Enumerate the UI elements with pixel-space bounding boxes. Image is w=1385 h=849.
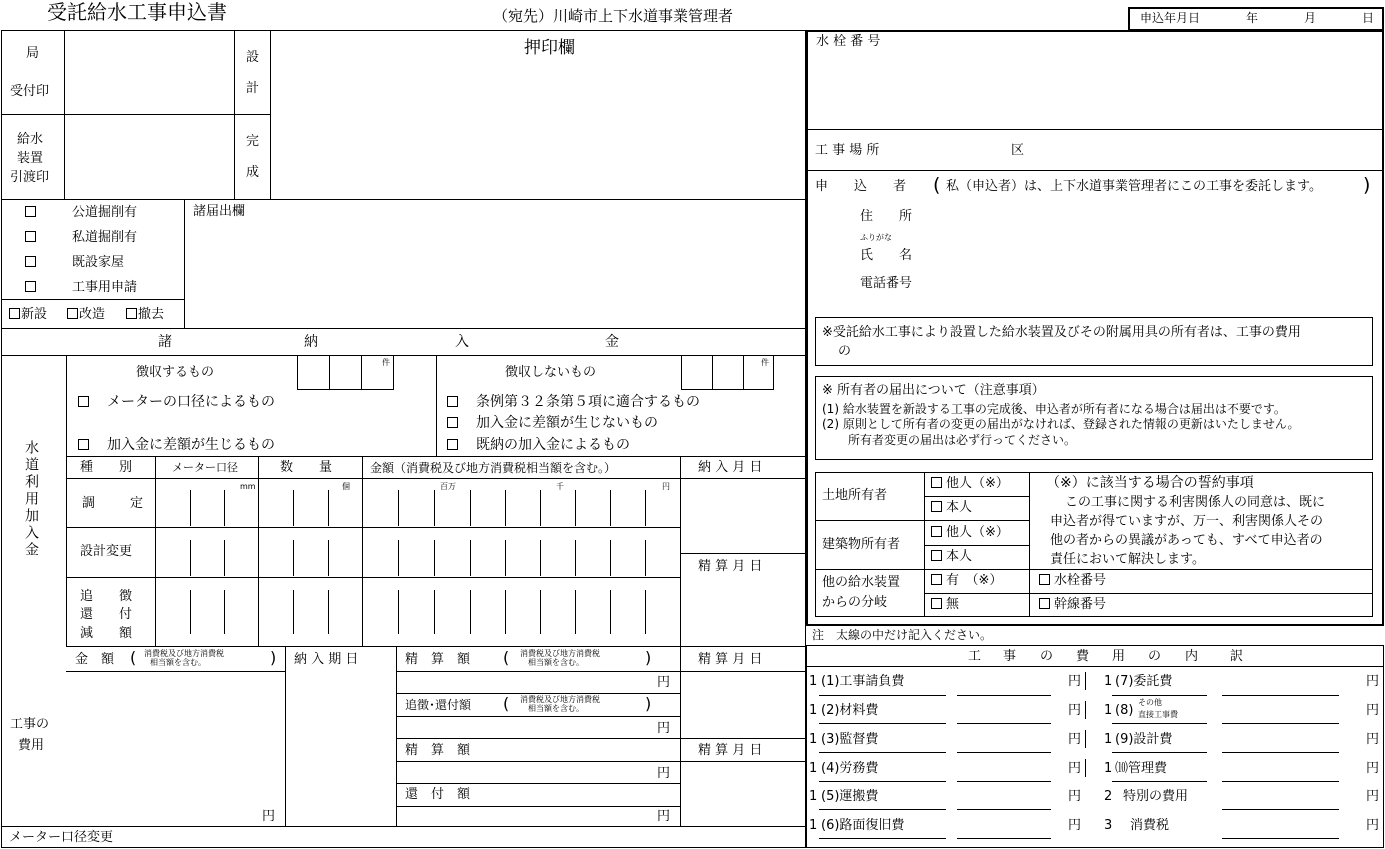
hikiwatashi-label: 引渡印 bbox=[10, 170, 50, 185]
bunki-nashi-label: 無 bbox=[946, 597, 960, 612]
kansei-label-2: 成 bbox=[246, 165, 260, 180]
owner-note-2: の bbox=[838, 344, 852, 359]
bd-l4-en: 円 bbox=[1068, 761, 1082, 776]
bd-r1-no: 1 bbox=[1104, 674, 1113, 689]
kaizo-label: 改造 bbox=[79, 307, 106, 322]
pledge-3: 他の者からの異議があっても、すべて申込者の bbox=[1050, 533, 1323, 548]
row-gengaku: 減 額 bbox=[80, 626, 133, 641]
bd-l5-en: 円 bbox=[1068, 789, 1082, 804]
option-jorei-label: 条例第３２条第５項に適合するもの bbox=[476, 394, 700, 410]
jusho-label: 住 所 bbox=[860, 209, 913, 224]
notice-3: 所有者変更の届出は必ず行ってください。 bbox=[848, 433, 1077, 447]
bd-l6-en: 円 bbox=[1068, 818, 1082, 833]
month-label: 月 bbox=[1304, 11, 1317, 25]
bunki-label-1: 他の給水装置 bbox=[822, 575, 901, 590]
bd-l1-no: 1 bbox=[809, 674, 818, 689]
shido-label: 私道掘削有 bbox=[72, 230, 138, 245]
building-tanin-label: 他人（※） bbox=[946, 525, 1009, 540]
seisan-en-1: 円 bbox=[657, 675, 671, 690]
pledge-2: 申込者が得ていますが、万一、利害関係人その bbox=[1050, 514, 1324, 529]
koji-label-2: 費用 bbox=[18, 738, 45, 753]
chu-note: 注 太線の中だけ記入ください。 bbox=[812, 628, 993, 642]
koji-label-1: 工事の bbox=[10, 717, 50, 732]
koji-kingaku-label: 金 額 bbox=[75, 652, 115, 667]
option-meter-label: メーターの口径によるもの bbox=[107, 394, 275, 410]
bd-r4-no: 1 bbox=[1104, 761, 1113, 776]
bd-r1-label: (7)委託費 bbox=[1115, 674, 1173, 689]
building-honnin-label: 本人 bbox=[946, 549, 973, 564]
col-shubetsu: 種 別 bbox=[80, 460, 133, 475]
kanpu-label: 還 付 額 bbox=[405, 787, 471, 802]
application-date-label: 申込年月日 bbox=[1140, 11, 1201, 25]
check-shinsetsu[interactable] bbox=[9, 308, 47, 321]
land-tanin-check[interactable] bbox=[931, 477, 1009, 490]
bunki-nashi-check[interactable] bbox=[931, 598, 959, 611]
kyusui-label: 給水 bbox=[17, 132, 44, 147]
meter-change-label: メーター口径変更 bbox=[9, 830, 114, 845]
breakdown-title-5: 用 bbox=[1112, 649, 1126, 664]
nonyu-kijitsu-label: 納 入 期 日 bbox=[294, 652, 359, 667]
breakdown-title-2: 事 bbox=[1003, 649, 1017, 664]
uketsuke-label: 受付印 bbox=[10, 84, 50, 99]
option-nosagaku-check[interactable] bbox=[447, 416, 658, 430]
land-honnin-check[interactable] bbox=[931, 501, 972, 514]
bd-l6-label: (6)路面復旧費 bbox=[821, 818, 905, 833]
tsuicho-tax-note-2: 相当額を含む。 bbox=[528, 704, 584, 713]
breakdown-title-3: の bbox=[1040, 649, 1054, 664]
bd-l3-no: 1 bbox=[809, 732, 818, 747]
option-sagaku-label: 加入金に差額が生じるもの bbox=[107, 437, 275, 453]
choshu-count-box[interactable] bbox=[297, 355, 394, 390]
option-nosagaku-label: 加入金に差額が生じないもの bbox=[476, 415, 658, 431]
check-tekkyo[interactable] bbox=[126, 308, 164, 321]
kyoku-stamp-area[interactable] bbox=[80, 45, 230, 110]
choshu-label: 徴収するもの bbox=[136, 365, 215, 380]
kyoku-label: 局 bbox=[26, 46, 40, 61]
seisan-label-2: 精 算 額 bbox=[405, 743, 471, 758]
bd-l3-en: 円 bbox=[1068, 732, 1082, 747]
seisan-date-label-2: 精 算 月 日 bbox=[698, 652, 763, 667]
bd-r5-label: 特別の費用 bbox=[1123, 789, 1189, 804]
bd-l1-en: 円 bbox=[1068, 674, 1082, 689]
seal-area-label: 押印欄 bbox=[524, 38, 575, 58]
kisetsu-label: 既設家屋 bbox=[72, 255, 125, 270]
shinsetsu-label: 新設 bbox=[21, 307, 48, 322]
hichoshu-ken-unit: 件 bbox=[761, 358, 769, 367]
hichoshu-label: 徴収しないもの bbox=[505, 365, 597, 380]
row-chotei-2: 定 bbox=[130, 496, 144, 511]
option-meter-check[interactable] bbox=[78, 395, 275, 409]
moshikomi-label: 申 込 者 bbox=[815, 179, 907, 194]
building-owner-label: 建築物所有者 bbox=[822, 537, 901, 552]
check-shido[interactable] bbox=[25, 231, 40, 244]
bd-l5-no: 1 bbox=[809, 789, 818, 804]
year-label: 年 bbox=[1246, 11, 1259, 25]
seisan-date-label: 精 算 月 日 bbox=[698, 559, 763, 574]
breakdown-title-1: 工 bbox=[968, 649, 982, 664]
bd-r2-sub-2: 直接工事費 bbox=[1138, 710, 1178, 719]
bd-l2-en: 円 bbox=[1068, 703, 1082, 718]
suisen-no-label: 水栓番号 bbox=[1054, 573, 1107, 588]
bunki-ari-label: 有 （※） bbox=[946, 573, 1003, 588]
denwa-label: 電話番号 bbox=[860, 276, 913, 291]
itaku-statement: 私（申込者）は、上下水道事業管理者にこの工事を委託します。 bbox=[946, 179, 1322, 194]
breakdown-title-6: の bbox=[1148, 649, 1162, 664]
option-kino-label: 既納の加入金によるもの bbox=[476, 437, 630, 453]
bd-r3-no: 1 bbox=[1104, 732, 1113, 747]
shotodoke-label: 諸届出欄 bbox=[193, 204, 246, 219]
addressee: （宛先）川崎市上下水道事業管理者 bbox=[493, 7, 734, 25]
bd-r1-en: 円 bbox=[1366, 674, 1380, 689]
bd-l3-label: (3)監督費 bbox=[821, 732, 879, 747]
suisen-no-check[interactable] bbox=[1039, 574, 1106, 587]
land-owner-label: 土地所有者 bbox=[822, 488, 888, 503]
col-nonyu: 納 入 月 日 bbox=[698, 460, 763, 475]
col-meter: メーター口径 bbox=[172, 461, 238, 474]
sochi-label: 装置 bbox=[17, 151, 44, 166]
check-kodo[interactable] bbox=[25, 206, 40, 219]
seisan-date-label-3: 精 算 月 日 bbox=[698, 743, 763, 758]
kansen-no-label: 幹線番号 bbox=[1054, 597, 1107, 612]
kansen-no-check[interactable] bbox=[1039, 598, 1106, 611]
pledge-title: （※）に該当する場合の誓約事項 bbox=[1046, 475, 1254, 491]
bunki-label-2: からの分岐 bbox=[822, 595, 888, 610]
shono-title-1: 諸 bbox=[158, 334, 172, 350]
breakdown-title-7: 内 bbox=[1185, 649, 1199, 664]
col-kingaku: 金額（消費税及び地方消費税相当額を含む。） bbox=[370, 461, 617, 475]
check-kisetsu[interactable] bbox=[25, 256, 40, 269]
koji-tax-note-2: 相当額を含む。 bbox=[150, 658, 206, 667]
bd-r2-label: (8) bbox=[1115, 703, 1134, 718]
notice-1: (1) 給水装置を新設する工事の完成後、申込者が所有者になる場合は届出は不要です。 bbox=[822, 402, 1286, 416]
bd-r4-en: 円 bbox=[1366, 761, 1380, 776]
row-henko: 設計変更 bbox=[80, 544, 133, 559]
kodo-label: 公道掘削有 bbox=[72, 205, 138, 220]
bd-r6-en: 円 bbox=[1366, 818, 1380, 833]
row-tsuicho: 追 徴 bbox=[80, 589, 133, 604]
bd-l4-label: (4)労務費 bbox=[821, 761, 879, 776]
unit-sen: 千 bbox=[556, 482, 564, 491]
pledge-4: 責任において解決します。 bbox=[1050, 552, 1205, 567]
tekkyo-label: 撤去 bbox=[138, 307, 165, 322]
kanpu-en: 円 bbox=[657, 809, 671, 824]
bd-l2-no: 1 bbox=[809, 703, 818, 718]
owner-note-1: ※受託給水工事により設置した給水装置及びその附属用具の所有者は、工事の費用 bbox=[822, 325, 1301, 340]
shono-title-4: 金 bbox=[605, 334, 619, 350]
land-honnin-label: 本人 bbox=[946, 500, 973, 515]
row-chotei-1: 調 bbox=[82, 496, 96, 511]
shimei-label: 氏 名 bbox=[860, 248, 913, 263]
option-kino-check[interactable] bbox=[447, 438, 630, 452]
building-tanin-check[interactable] bbox=[931, 526, 1009, 539]
unit-en: 円 bbox=[662, 482, 670, 491]
unit-hyakuman: 百万 bbox=[440, 482, 456, 491]
tsuicho-en: 円 bbox=[657, 721, 671, 736]
kanyu-vertical-label: 水道利用加入金 bbox=[23, 440, 39, 559]
check-kaizo[interactable] bbox=[67, 308, 105, 321]
bd-l6-no: 1 bbox=[809, 818, 818, 833]
bd-r2-en: 円 bbox=[1366, 703, 1380, 718]
day-label: 日 bbox=[1362, 11, 1375, 25]
koji-tax-note-1: 消費税及び地方消費税 bbox=[144, 649, 224, 658]
choshu-ken-unit: 件 bbox=[382, 358, 390, 367]
bd-r3-en: 円 bbox=[1366, 732, 1380, 747]
bd-r2-sub-1: その他 bbox=[1138, 698, 1162, 707]
ku-label: 区 bbox=[1011, 143, 1025, 158]
building-honnin-check[interactable] bbox=[931, 550, 972, 563]
bd-l5-label: (5)運搬費 bbox=[821, 789, 879, 804]
shono-title-2: 納 bbox=[304, 334, 318, 350]
seisan-tax-note-2: 相当額を含む。 bbox=[528, 658, 584, 667]
shono-title-3: 入 bbox=[455, 334, 469, 350]
koji-kingaku-en: 円 bbox=[262, 809, 276, 824]
bd-r5-en: 円 bbox=[1366, 789, 1380, 804]
bd-l4-no: 1 bbox=[809, 761, 818, 776]
bd-r5-no: 2 bbox=[1104, 789, 1113, 804]
notice-title: ※ 所有者の届出について（注意事項） bbox=[822, 383, 1045, 398]
land-tanin-label: 他人（※） bbox=[946, 476, 1009, 491]
sekkei-label-1: 設 bbox=[246, 50, 260, 65]
bd-r2-no: 1 bbox=[1104, 703, 1113, 718]
check-kojiyo[interactable] bbox=[25, 281, 40, 294]
notice-2: (2) 原則として所有者の変更の届出がなければ、登録された情報の更新はいたしません。 bbox=[822, 417, 1300, 431]
koji-basho-label: 工 事 場 所 bbox=[815, 143, 880, 158]
seisan-en-2: 円 bbox=[657, 766, 671, 781]
option-sagaku-check[interactable] bbox=[78, 438, 275, 452]
option-jorei-check[interactable] bbox=[447, 395, 700, 409]
seisan-tax-note-1: 消費税及び地方消費税 bbox=[520, 649, 600, 658]
row-kanpu: 還 付 bbox=[80, 607, 133, 622]
unit-ko: 個 bbox=[342, 482, 350, 491]
seisan-label-1: 精 算 額 bbox=[405, 652, 471, 667]
form-title: 受託給水工事申込書 bbox=[47, 0, 227, 24]
bd-l2-label: (2)材料費 bbox=[821, 703, 879, 718]
col-suryo: 数 量 bbox=[280, 460, 333, 475]
kansei-label-1: 完 bbox=[246, 134, 260, 149]
kojiyo-label: 工事用申請 bbox=[72, 280, 138, 295]
bd-r6-no: 3 bbox=[1104, 818, 1113, 833]
bd-l1-label: (1)工事請負費 bbox=[821, 674, 905, 689]
tsuicho-label: 追徴･還付額 bbox=[405, 698, 472, 712]
bd-r4-label: ⑽管理費 bbox=[1115, 761, 1168, 776]
breakdown-title-8: 訳 bbox=[1230, 649, 1244, 664]
unit-mm: mm bbox=[240, 482, 256, 491]
bunki-ari-check[interactable] bbox=[931, 574, 1002, 587]
suisen-label: 水 栓 番 号 bbox=[816, 34, 881, 49]
sekkei-label-2: 計 bbox=[246, 81, 260, 96]
breakdown-title-4: 費 bbox=[1076, 649, 1090, 664]
bd-r6-label: 消費税 bbox=[1130, 818, 1170, 833]
bd-r3-label: (9)設計費 bbox=[1115, 732, 1173, 747]
furigana-label: ふりがな bbox=[860, 233, 892, 242]
tsuicho-tax-note-1: 消費税及び地方消費税 bbox=[520, 695, 600, 704]
pledge-1: この工事に関する利害関係人の同意は、既に bbox=[1065, 495, 1326, 510]
